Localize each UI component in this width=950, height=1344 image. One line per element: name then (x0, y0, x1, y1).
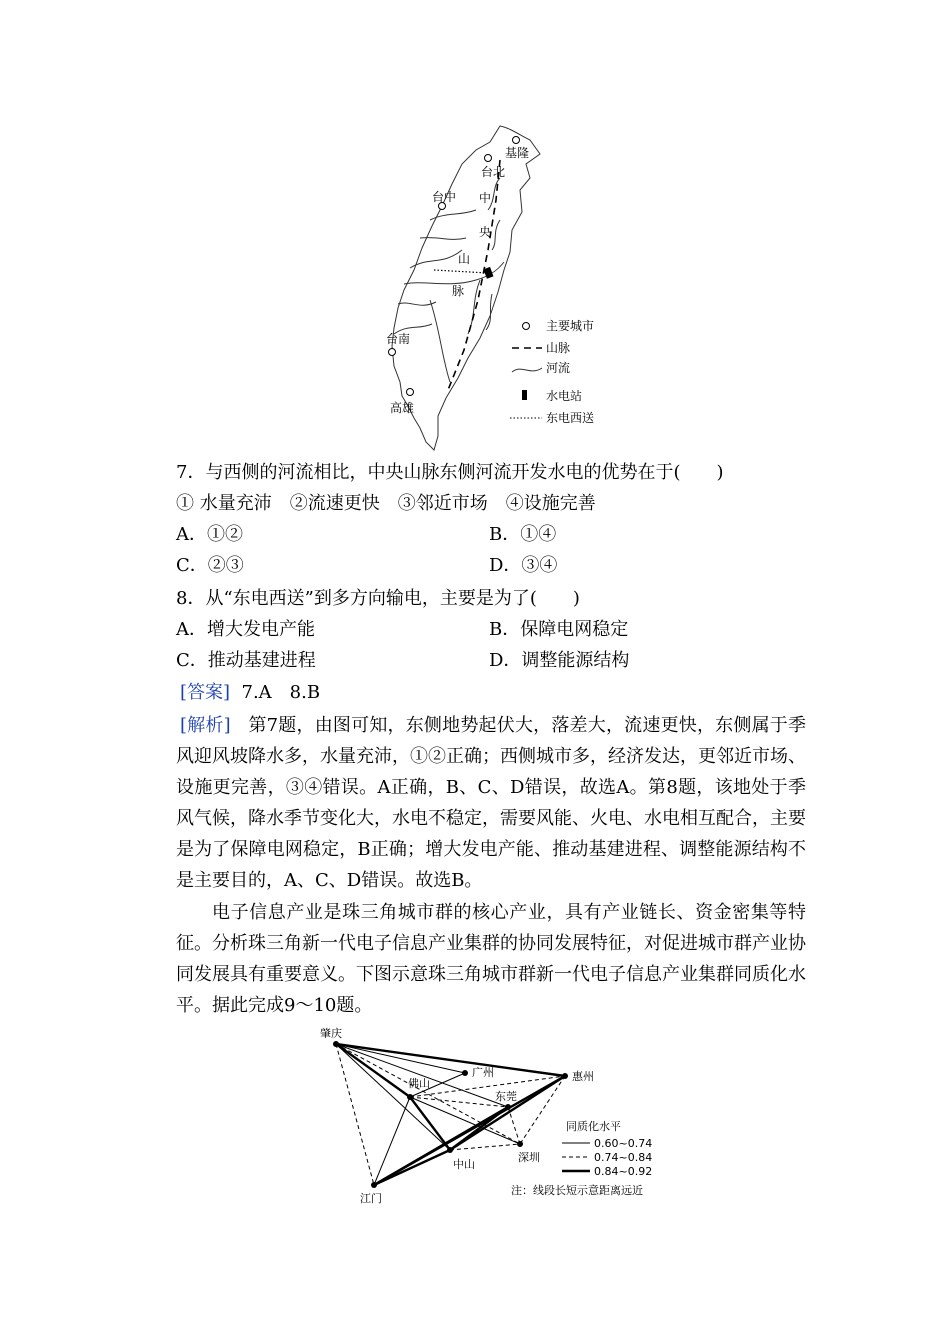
node-shenzhen (517, 1141, 523, 1147)
city-label-keelung: 基隆 (505, 146, 530, 160)
legend-city-icon (523, 323, 530, 330)
q8-stem: 8．从“东电西送”到多方向输电，主要是为了( ) (176, 588, 580, 609)
river-line (430, 300, 450, 382)
node-dongguan (505, 1104, 511, 1110)
legend-river-label: 河流 (546, 361, 571, 375)
label-zhaoqing: 肇庆 (320, 1027, 342, 1040)
link-medium (520, 1076, 565, 1144)
legend-station-icon (522, 390, 527, 400)
q7-stem: 7．与西侧的河流相比，中央山脉东侧河流开发水电的优势在于( ) (176, 462, 724, 483)
link-strong (410, 1097, 450, 1150)
legend-city-label: 主要城市 (546, 319, 595, 333)
q8-option-c: C．推动基建进程 (176, 650, 316, 671)
city-marker-kaohsiung (407, 389, 414, 396)
label-shenzhen: 深圳 (518, 1151, 540, 1164)
city-network-figure (310, 1027, 680, 1210)
mountain-label-char: 中 (479, 191, 492, 205)
node-zhongshan (447, 1147, 453, 1153)
q7-option-a: A．①② (176, 524, 243, 545)
intro-paragraph: 电子信息产业是珠三角城市群的核心产业，具有产业链长、资金密集等特征。分析珠三角新一代电子信息产业集群的协同发展特征，对促进城市群产业协同发展具有重要意义。下图示意珠三角城市群新一代电子信息产业集群同质化水平。据此完成9～10题。 (176, 902, 806, 1016)
river-line (420, 238, 466, 240)
node-zhaoqing (333, 1041, 339, 1047)
answer-line (180, 682, 320, 704)
label-foshan: 佛山 (408, 1077, 430, 1090)
legend-medium-label: 0.74~0.84 (594, 1151, 653, 1164)
label-guangzhou: 广州 (472, 1066, 494, 1079)
analysis-paragraph (176, 710, 806, 896)
legend-station-label: 水电站 (546, 389, 583, 403)
q7-option-d: D．③④ (489, 555, 558, 576)
taiwan-map-figure (380, 120, 620, 455)
river-line (468, 280, 480, 334)
q8-option-d: D．调整能源结构 (489, 650, 630, 671)
river-line (492, 220, 500, 250)
mountain-label-char: 央 (479, 225, 492, 239)
legend-note: 注：线段长短示意距离远近 (511, 1184, 643, 1197)
q7-items: ① 水量充沛 ②流速更快 ③邻近市场 ④设施完善 (176, 493, 596, 514)
legend-mountain-label: 山脉 (546, 341, 571, 355)
q7-option-c: C．②③ (176, 555, 244, 576)
analysis-text: 第7题，由图可知，东侧地势起伏大，落差大，流速更快，东侧属于季风迎风坡降水多，水量充沛，①②正确；西侧城市多，经济发达，更邻近市场、设施更完善，③④错误。A正确，B、C、D错误，故选A。第8题，该地处于季风气候，降水季节变化大，水电不稳定，需要风能、火电、水电相互配合，主要是为了保障电网稳定，B正确；增大发电产能、推动基建进程、调整能源结构不是主要目的，A、C、D错误。故选B。 (176, 715, 806, 891)
answer-tag: [答案] (180, 682, 231, 703)
island-outline (392, 126, 540, 450)
city-label-tainan: 台南 (386, 332, 411, 346)
legend-strong-label: 0.84~0.92 (594, 1165, 653, 1178)
label-zhongshan: 中山 (453, 1158, 475, 1171)
city-label-kaohsiung: 高雄 (390, 401, 415, 415)
label-huizhou: 惠州 (572, 1070, 594, 1083)
label-dongguan: 东莞 (495, 1090, 517, 1103)
answer-text: 7.A 8.B (241, 682, 321, 703)
mountain-label-char: 山 (458, 252, 471, 266)
node-huizhou (562, 1073, 568, 1079)
link-strong (336, 1044, 565, 1076)
mountain-label-char: 脉 (452, 284, 465, 298)
node-jiangmen (371, 1182, 377, 1188)
link-thin (336, 1044, 450, 1150)
link-medium (450, 1144, 520, 1150)
q8-option-b: B．保障电网稳定 (489, 619, 629, 640)
node-guangzhou (462, 1070, 468, 1076)
city-marker-keelung (513, 137, 520, 144)
city-marker-taipei (485, 155, 492, 162)
node-foshan (407, 1094, 413, 1100)
river-line (430, 210, 476, 220)
q7-option-b: B．①④ (489, 524, 557, 545)
city-label-taipei: 台北 (481, 165, 506, 179)
label-jiangmen: 江门 (360, 1192, 382, 1205)
city-label-taichung: 台中 (432, 190, 457, 204)
transmission-line (434, 270, 488, 273)
link-medium (336, 1044, 374, 1185)
analysis-tag: [解析] (180, 715, 231, 736)
legend-river-icon (512, 368, 542, 372)
q8-option-a: A．增大发电产能 (176, 619, 315, 640)
city-marker-tainan (389, 349, 396, 356)
legend-transmission-label: 东电西送 (546, 411, 595, 425)
legend-thin-label: 0.60~0.74 (594, 1137, 653, 1150)
legend-title: 同质化水平 (566, 1120, 621, 1133)
